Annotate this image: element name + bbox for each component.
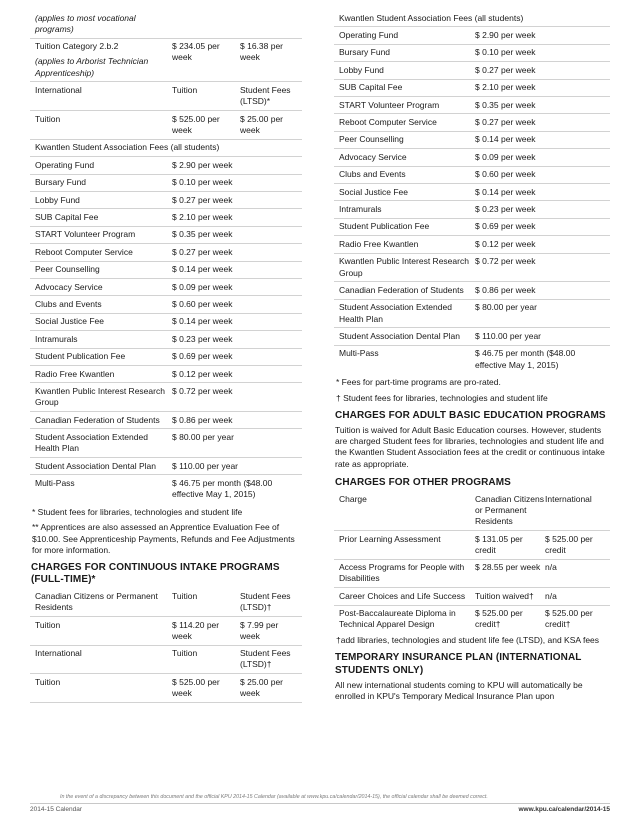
- table-cell: $ 16.38 per week: [240, 41, 284, 63]
- fee-name: Advocacy Service: [35, 281, 103, 292]
- footer-calendar-label: 2014-15 Calendar: [30, 806, 83, 813]
- fee-amount: $ 0.27 per week: [172, 194, 233, 205]
- table-row: [30, 111, 302, 140]
- left-column: [30, 10, 302, 703]
- fee-amount: $ 0.69 per week: [475, 221, 536, 232]
- table-cell: [35, 41, 172, 79]
- category-label: Tuition Category 2.b.2: [35, 41, 119, 52]
- fee-amount: $ 80.00 per year: [172, 432, 234, 443]
- fee-amount: $ 0.35 per week: [475, 99, 536, 110]
- category-note: (applies to Arborist Technician Apprenticeship): [35, 56, 149, 78]
- fee-row: [30, 412, 302, 429]
- table-header-row: [334, 491, 610, 531]
- table-cell: Tuition: [35, 619, 61, 630]
- fee-amount: $ 0.86 per week: [475, 284, 536, 295]
- fee-amount: $ 0.23 per week: [475, 204, 536, 215]
- table-cell: Charge: [339, 493, 367, 504]
- table-cell: Tuition: [172, 648, 198, 659]
- fee-amount: $ 0.60 per week: [475, 169, 536, 180]
- fee-row: [334, 328, 610, 345]
- fee-name: Bursary Fund: [339, 47, 391, 58]
- table-cell: $ 131.05 per credit: [475, 533, 523, 555]
- fee-name: Student Publication Fee: [339, 221, 430, 232]
- fee-amount: $ 0.27 per week: [475, 64, 536, 75]
- fee-row: [30, 279, 302, 296]
- table-cell: Student Fees (LTSD)†: [240, 590, 291, 613]
- fee-amount: $ 0.60 per week: [172, 298, 233, 309]
- fee-name: Intramurals: [35, 333, 78, 344]
- fee-amount: $ 0.14 per week: [172, 264, 233, 275]
- fee-row: [30, 383, 302, 412]
- table-cell: International: [545, 493, 592, 504]
- fee-amount: $ 0.27 per week: [172, 246, 233, 257]
- table-cell: Access Programs for People with Disabilities: [339, 562, 465, 584]
- fee-row: [334, 282, 610, 299]
- section-paragraph: Tuition is waived for Adult Basic Education courses. However, students are charged Student fees for libraries, technologies and student life and the Kwantlen Student Association fees at the credit or continuous intake rate as appropriate.: [335, 425, 605, 469]
- fee-name: Kwantlen Public Interest Research Group: [35, 386, 165, 408]
- fee-name: Peer Counselling: [339, 134, 404, 145]
- table-row: [30, 588, 302, 617]
- fee-name: Radio Free Kwantlen: [339, 238, 419, 249]
- fee-name: Peer Counselling: [35, 264, 100, 275]
- fee-name: Social Justice Fee: [35, 316, 104, 327]
- table-cell: Student Fees (LTSD)*: [240, 85, 291, 107]
- table-cell: Canadian Citizens or Permanent Residents: [475, 493, 544, 527]
- fee-name: Radio Free Kwantlen: [35, 368, 115, 379]
- fee-row: [334, 167, 610, 184]
- table-cell: Tuition: [172, 590, 198, 601]
- fee-name: START Volunteer Program: [35, 229, 136, 240]
- kwantlen-fees-table: [30, 157, 302, 503]
- table-cell: $ 525.00 per week: [172, 113, 220, 135]
- fee-name: Advocacy Service: [339, 151, 407, 162]
- section-heading: CHARGES FOR OTHER PROGRAMS: [335, 476, 511, 488]
- fee-row: [30, 227, 302, 244]
- table-row: [334, 588, 610, 605]
- fee-row: [334, 149, 610, 166]
- section-heading: CHARGES FOR ADULT BASIC EDUCATION PROGRAMS: [335, 409, 606, 421]
- fee-name: START Volunteer Program: [339, 99, 440, 110]
- fee-amount: $ 110.00 per year: [172, 460, 238, 471]
- table-cell: Career Choices and Life Success: [339, 590, 466, 601]
- fee-amount: $ 0.23 per week: [172, 333, 233, 344]
- fee-row: [334, 219, 610, 236]
- table-cell: $ 525.00 per credit†: [475, 608, 523, 630]
- section-paragraph: All new international students coming to KPU will automatically be enrolled in KPU's Temporary Medical Insurance Plan upon: [335, 679, 583, 701]
- fee-amount: $ 2.90 per week: [475, 30, 536, 40]
- footer-divider: [30, 803, 610, 804]
- fee-amount: $ 2.10 per week: [172, 211, 233, 222]
- fee-name: Reboot Computer Service: [35, 246, 133, 257]
- fee-row: [30, 157, 302, 174]
- fee-row: [334, 184, 610, 201]
- table-cell: $ 525.00 per week: [172, 676, 220, 699]
- table-cell: Prior Learning Assessment: [339, 533, 441, 544]
- fee-amount: $ 0.14 per week: [475, 186, 536, 197]
- fee-name: Student Association Extended Health Plan: [35, 432, 148, 454]
- fee-name: Canadian Federation of Students: [35, 414, 160, 425]
- fee-amount: $ 110.00 per year: [475, 330, 541, 341]
- fee-name: Multi-Pass: [339, 348, 379, 359]
- fee-row: [30, 209, 302, 226]
- fee-name: Reboot Computer Service: [339, 117, 437, 128]
- fee-row: [30, 331, 302, 348]
- fee-amount: $ 0.09 per week: [172, 281, 233, 292]
- fee-row: [334, 114, 610, 131]
- table-cell: Post-Baccalaureate Diploma in Technical Apparel Design: [339, 608, 456, 630]
- fee-name: SUB Capital Fee: [35, 211, 99, 222]
- fee-amount: $ 0.10 per week: [475, 47, 536, 58]
- fee-amount: $ 46.75 per month ($48.00 effective May 1, 2015): [172, 478, 273, 500]
- fee-name: Intramurals: [339, 204, 382, 215]
- fee-row: [334, 236, 610, 253]
- footnote: † Student fees for libraries, technologies and student life: [336, 392, 548, 403]
- fee-row: [334, 201, 610, 218]
- table-cell: [240, 13, 298, 35]
- footnote: †add libraries, technologies and student life fee (LTSD), and KSA fees: [336, 635, 600, 646]
- footer-url[interactable]: www.kpu.ca/calendar/2014-15: [518, 806, 610, 813]
- footnote: ** Apprentices are also assessed an Apprentice Evaluation Fee of $10.00. See Apprenticeship Payments, Refunds and Fee Adjustments for more information.: [32, 522, 295, 555]
- fee-name: Clubs and Events: [339, 169, 406, 180]
- table-cell: $ 234.05 per week: [172, 41, 220, 63]
- fee-row: [30, 192, 302, 209]
- fee-amount: $ 0.10 per week: [172, 177, 233, 188]
- fee-row: [30, 366, 302, 383]
- fee-amount: $ 0.09 per week: [475, 151, 536, 162]
- fee-amount: $ 0.12 per week: [172, 368, 233, 379]
- fee-name: Lobby Fund: [35, 194, 80, 205]
- fee-row: [30, 296, 302, 313]
- fee-amount: $ 0.14 per week: [475, 134, 536, 145]
- table-cell: $ 25.00 per week: [240, 113, 284, 135]
- fee-name: Canadian Federation of Students: [339, 284, 464, 295]
- fee-amount: $ 0.72 per week: [475, 256, 536, 267]
- fee-row: [334, 346, 610, 374]
- fee-amount: $ 0.69 per week: [172, 351, 233, 362]
- fee-name: Student Association Dental Plan: [35, 460, 156, 471]
- fee-amount: $ 80.00 per year: [475, 302, 537, 313]
- fee-name: Operating Fund: [35, 159, 95, 170]
- right-column: [334, 10, 610, 705]
- table-cell: Canadian Citizens or Permanent Residents: [35, 590, 158, 613]
- table-cell: Tuition: [172, 85, 198, 96]
- fee-row: [334, 80, 610, 97]
- table-row: [334, 560, 610, 589]
- fee-row: [30, 262, 302, 279]
- fee-name: Social Justice Fee: [339, 186, 408, 197]
- other-programs-table: [334, 491, 610, 633]
- fee-row: [334, 300, 610, 329]
- table-header-row: [334, 10, 610, 27]
- fee-amount: $ 0.12 per week: [475, 238, 536, 249]
- table-cell: Tuition: [35, 113, 61, 124]
- table-row: [334, 606, 610, 634]
- table-cell: $ 28.55 per week: [475, 562, 541, 573]
- fee-name: Kwantlen Public Interest Research Group: [339, 256, 469, 278]
- table-row: [334, 531, 610, 560]
- table-cell: $ 114.20 per week: [172, 619, 220, 641]
- footnote: * Fees for part-time programs are pro-rated.: [336, 377, 501, 388]
- fee-amount: $ 0.14 per week: [172, 316, 233, 327]
- kwantlen-fees-table: [334, 27, 610, 373]
- fee-row: [30, 429, 302, 458]
- fee-row: [30, 475, 302, 503]
- fee-amount: $ 2.10 per week: [475, 82, 536, 93]
- fee-amount: $ 0.86 per week: [172, 414, 233, 425]
- fee-name: Student Publication Fee: [35, 351, 126, 362]
- section-heading: CHARGES FOR CONTINUOUS INTAKE PROGRAMS (FULL-TIME)*: [31, 561, 280, 586]
- table-row: [30, 674, 302, 703]
- fee-name: Bursary Fund: [35, 177, 87, 188]
- table-cell: $ 525.00 per credit†: [545, 608, 593, 630]
- table-cell: $ 25.00 per week: [240, 676, 284, 699]
- table-header-row: [30, 140, 302, 157]
- fee-amount: $ 0.35 per week: [172, 229, 233, 240]
- fee-row: [334, 254, 610, 283]
- fee-name: Student Association Extended Health Plan: [339, 302, 452, 324]
- fee-row: [30, 244, 302, 261]
- fee-name: Clubs and Events: [35, 298, 102, 309]
- table-row: [30, 646, 302, 675]
- kwantlen-fees-header: Kwantlen Student Association Fees (all students): [35, 142, 220, 153]
- fee-row: [30, 314, 302, 331]
- kwantlen-fees-header: Kwantlen Student Association Fees (all students): [339, 12, 524, 23]
- table-cell: International: [35, 85, 82, 96]
- fee-row: [334, 62, 610, 79]
- table-cell: n/a: [545, 590, 557, 601]
- fee-name: Lobby Fund: [339, 64, 384, 75]
- table-cell: [172, 13, 240, 35]
- table-row: [30, 617, 302, 646]
- footer-disclaimer: In the event of a discrepancy between this document and the official KPU 2014-15 Calendar (available at www.kpu.ca/calendar/2014-15), the official calendar shall be deemed correct.: [60, 794, 488, 800]
- table-cell: (applies to most vocational programs): [35, 12, 136, 34]
- fee-row: [30, 175, 302, 192]
- fee-amount: $ 0.72 per week: [172, 386, 233, 396]
- table-cell: Student Fees (LTSD)†: [240, 648, 291, 670]
- fee-row: [30, 458, 302, 475]
- table-row: [30, 39, 302, 83]
- table-cell: $ 525.00 per credit: [545, 533, 593, 555]
- footnote: * Student fees for libraries, technologies and student life: [32, 507, 243, 518]
- table-cell: International: [35, 648, 82, 659]
- fee-name: Operating Fund: [339, 30, 399, 40]
- fee-name: Multi-Pass: [35, 478, 75, 489]
- fee-row: [334, 27, 610, 44]
- table-row: [30, 82, 302, 111]
- fee-row: [30, 349, 302, 366]
- table-cell: n/a: [545, 562, 557, 573]
- fee-row: [334, 45, 610, 62]
- table-cell: Tuition: [35, 676, 61, 687]
- fee-name: Student Association Dental Plan: [339, 330, 460, 341]
- fee-row: [334, 97, 610, 114]
- table-row: [30, 10, 302, 39]
- table-cell: Tuition waived†: [475, 590, 534, 601]
- fee-amount: $ 46.75 per month ($48.00 effective May 1, 2015): [475, 348, 576, 370]
- fee-row: [334, 132, 610, 149]
- fee-name: SUB Capital Fee: [339, 82, 403, 93]
- fee-amount: $ 0.27 per week: [475, 117, 536, 128]
- section-heading: TEMPORARY INSURANCE PLAN (INTERNATIONAL STUDENTS ONLY): [335, 652, 582, 676]
- table-cell: $ 7.99 per week: [240, 619, 279, 641]
- fee-amount: $ 2.90 per week: [172, 159, 233, 170]
